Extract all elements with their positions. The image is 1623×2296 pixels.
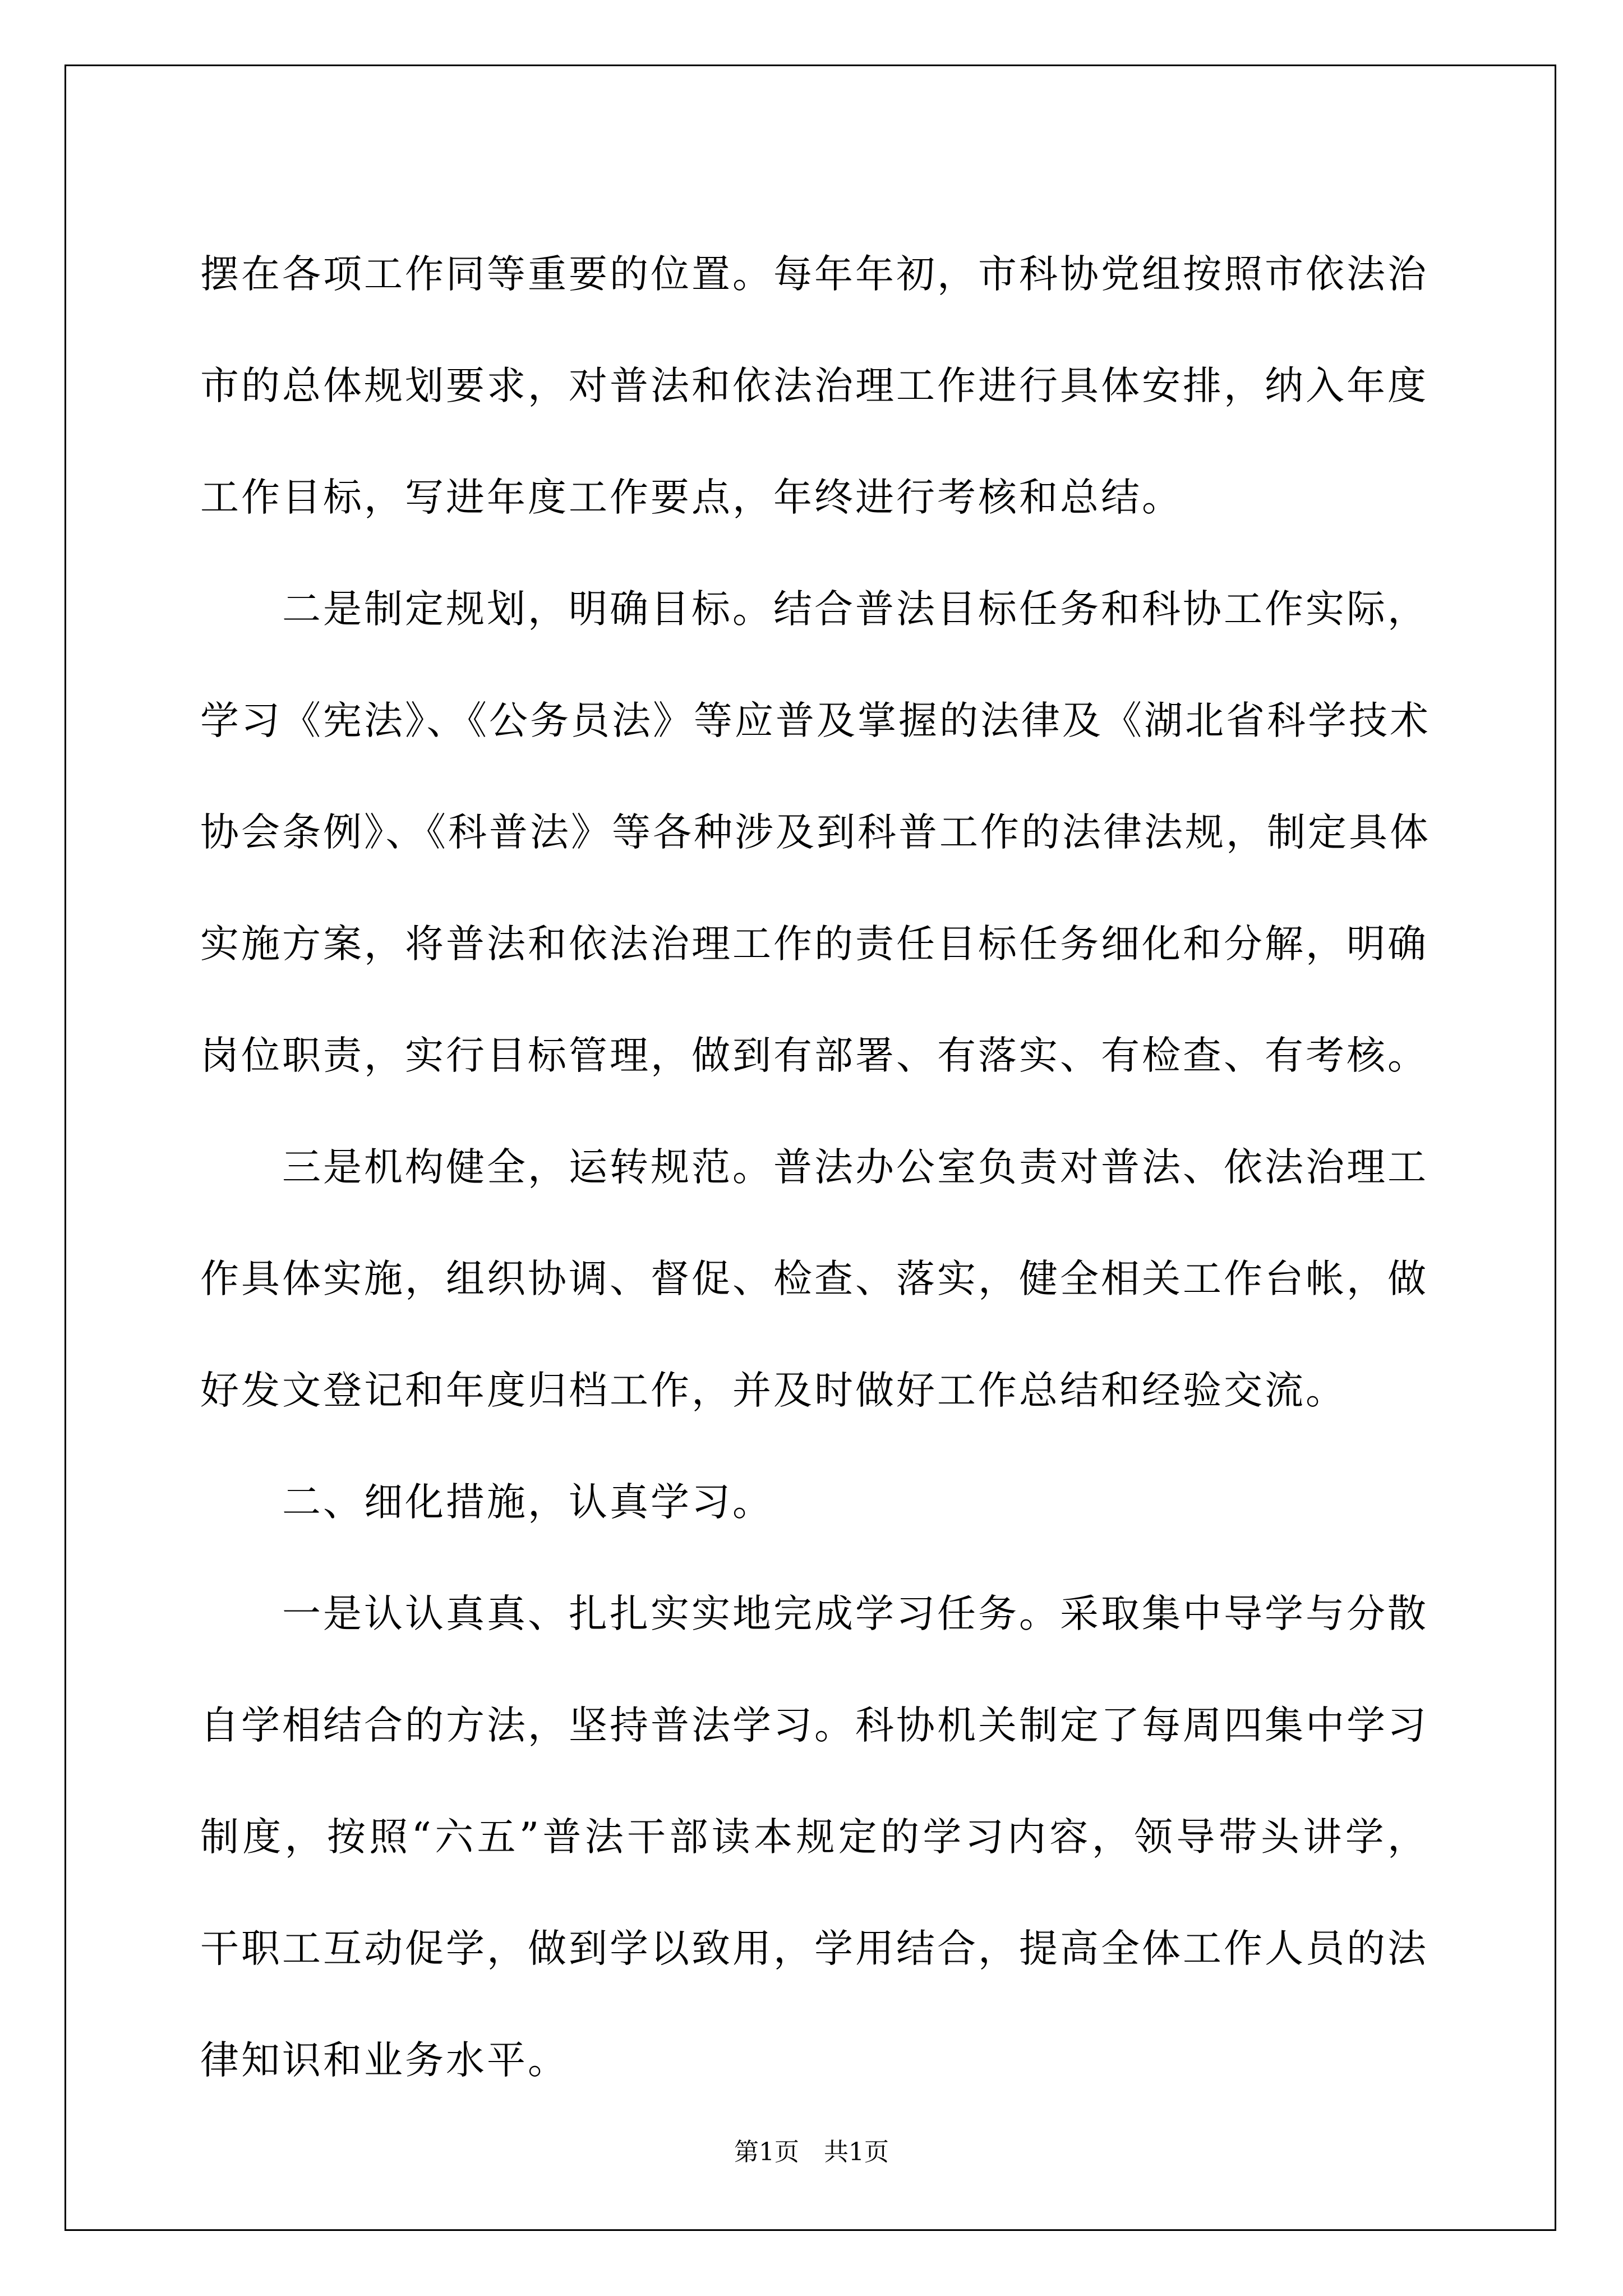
text-line: 学习《宪法》、《公务员法》等应普及掌握的法律及《湖北省科学技术 <box>200 698 1431 743</box>
text-line: 工作目标，写进年度工作要点，年终进行考核和总结。 <box>200 475 1183 520</box>
text-line: 制度，按照“六五”普法干部读本规定的学习内容，领导带头讲学， <box>200 1815 1428 1860</box>
text-line: 一是认认真真、扎扎实实地完成学习任务。采取集中导学与分散 <box>200 1591 1428 1636</box>
page-number: 第1页 <box>734 2138 799 2166</box>
text-line: 三是机构健全，运转规范。普法办公室负责对普法、依法治理工 <box>200 1145 1428 1190</box>
text-line: 二是制定规划，明确目标。结合普法目标任务和科协工作实际， <box>200 587 1428 632</box>
section-heading: 二、细化措施，认真学习。 <box>200 1480 773 1525</box>
document-body <box>200 219 1431 2116</box>
text-line: 作具体实施，组织协调、督促、检查、落实，健全相关工作台帐，做 <box>200 1257 1428 1301</box>
page-footer <box>0 2132 1623 2168</box>
text-line: 实施方案，将普法和依法治理工作的责任目标任务细化和分解，明确 <box>200 922 1428 967</box>
text-line: 岗位职责，实行目标管理，做到有部署、有落实、有检查、有考核。 <box>200 1033 1428 1078</box>
text-line: 自学相结合的方法，坚持普法学习。科协机关制定了每周四集中学习 <box>200 1703 1428 1748</box>
text-line: 摆在各项工作同等重要的位置。每年年初，市科协党组按照市依法治 <box>200 252 1428 297</box>
text-line: 协会条例》、《科普法》等各种涉及到科普工作的法律法规，制定具体 <box>200 810 1431 855</box>
text-line: 律知识和业务水平。 <box>200 2038 569 2083</box>
text-line: 市的总体规划要求，对普法和依法治理工作进行具体安排，纳入年度 <box>200 364 1428 408</box>
text-line: 好发文登记和年度归档工作，并及时做好工作总结和经验交流。 <box>200 1368 1347 1413</box>
page-total: 共1页 <box>824 2138 889 2166</box>
text-line: 干职工互动促学，做到学以致用，学用结合，提高全体工作人员的法 <box>200 1926 1428 1971</box>
